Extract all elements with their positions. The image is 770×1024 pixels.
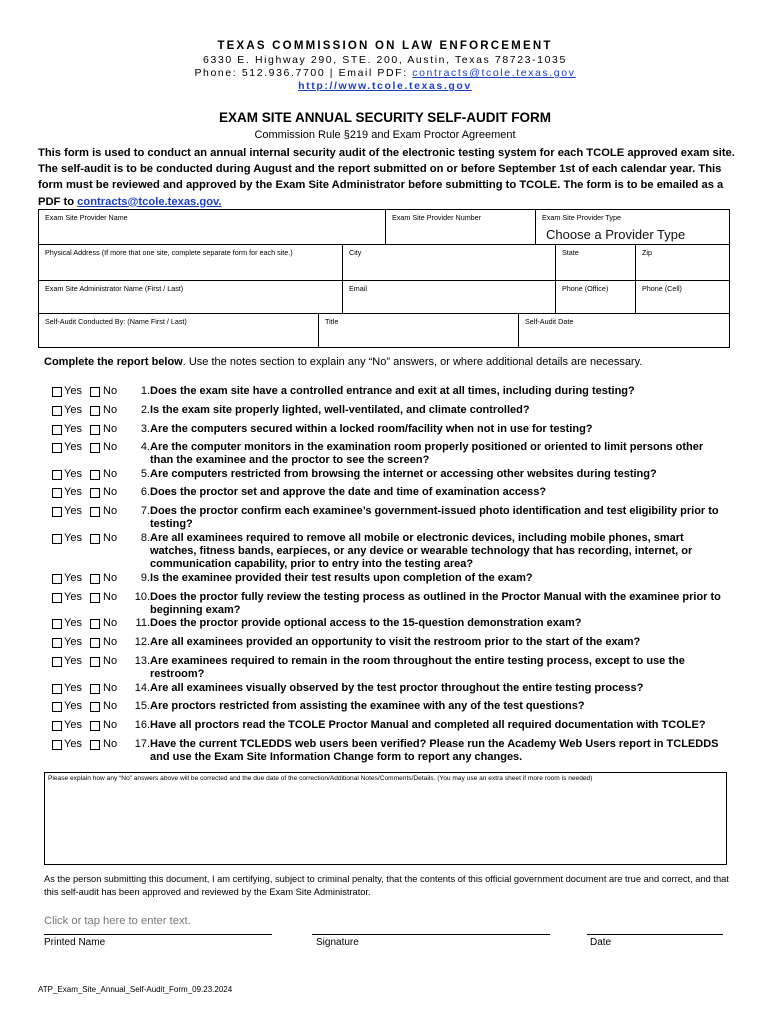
yes-label: Yes xyxy=(64,404,82,416)
question-number: 1. xyxy=(140,385,150,397)
yes-label: Yes xyxy=(64,636,82,648)
no-label: No xyxy=(103,591,118,603)
question-number: 16. xyxy=(134,719,150,731)
no-checkbox[interactable] xyxy=(90,657,100,667)
no-checkbox[interactable] xyxy=(90,574,100,584)
no-label: No xyxy=(103,404,118,416)
question-number: 15. xyxy=(134,700,150,712)
question-number: 10. xyxy=(134,591,150,603)
question-text: Are proctors restricted from assisting the examinee with any of the test questions? xyxy=(150,700,585,712)
website-link-row xyxy=(0,80,770,92)
question-text: Does the exam site have a controlled entrance and exit at all times, including during testing? xyxy=(150,385,635,397)
question-number: 12. xyxy=(134,636,150,648)
yes-label: Yes xyxy=(64,468,82,480)
yes-label: Yes xyxy=(64,738,82,750)
question-number: 9. xyxy=(140,572,150,584)
no-checkbox[interactable] xyxy=(90,443,100,453)
yes-checkbox[interactable] xyxy=(52,387,62,397)
yes-checkbox[interactable] xyxy=(52,740,62,750)
yes-label: Yes xyxy=(64,441,82,453)
question-number: 17. xyxy=(134,738,150,750)
phone-cell-field[interactable] xyxy=(636,281,729,314)
form-subtitle: Commission Rule §219 and Exam Proctor Agreement xyxy=(254,129,516,141)
state-field[interactable] xyxy=(556,245,636,281)
instructions xyxy=(44,356,642,368)
zip-field[interactable] xyxy=(636,245,729,281)
no-label: No xyxy=(103,700,118,712)
yes-checkbox[interactable] xyxy=(52,657,62,667)
notes-label: Please explain how any “No” answers above will be corrected and the due date of the correction/Additional Notes/Comments/Details. (You may use an extra sheet if more room is needed) xyxy=(48,775,593,782)
city-label: City xyxy=(349,248,362,257)
yes-checkbox[interactable] xyxy=(52,638,62,648)
question-number: 4. xyxy=(140,441,150,453)
no-label: No xyxy=(103,486,118,498)
question-number: 7. xyxy=(140,505,150,517)
printed-name-label: Printed Name xyxy=(44,937,106,948)
email-field[interactable] xyxy=(343,281,556,314)
no-label: No xyxy=(103,505,118,517)
yes-label: Yes xyxy=(64,719,82,731)
question-number: 13. xyxy=(134,655,150,667)
yes-label: Yes xyxy=(64,682,82,694)
audit-date-label: Self-Audit Date xyxy=(525,317,574,326)
date-label: Date xyxy=(590,937,612,948)
no-checkbox[interactable] xyxy=(90,721,100,731)
question-text: Have all proctors read the TCOLE Proctor Manual and completed all required documentation with TCOLE? xyxy=(150,719,706,731)
phone-cell-label: Phone (Cell) xyxy=(642,284,682,293)
question-number: 6. xyxy=(140,486,150,498)
signature-line xyxy=(312,934,550,935)
yes-label: Yes xyxy=(64,486,82,498)
intro-email-link[interactable]: contracts@tcole.texas.gov. xyxy=(77,195,222,208)
instructions-rest: . Use the notes section to explain any “No” answers, or where additional details are necessary. xyxy=(182,356,643,368)
yes-checkbox[interactable] xyxy=(52,619,62,629)
question-number: 11. xyxy=(135,617,150,629)
question-number: 3. xyxy=(140,423,150,435)
yes-label: Yes xyxy=(64,700,82,712)
yes-checkbox[interactable] xyxy=(52,534,62,544)
intro-text: This form is used to conduct an annual internal security audit of the electronic testing system for each TCOLE approved exam site. The self-audit is to be conducted during August and the report submitted on or before September 1st of each calendar year. This form must be reviewed and approved by the Exam Site Administrator before submitting to TCOLE. The form is to be emailed as a PDF to xyxy=(38,147,735,208)
no-label: No xyxy=(103,655,118,667)
question-text: Are the computers secured within a locked room/facility when not in use for testing? xyxy=(150,423,593,435)
no-checkbox[interactable] xyxy=(90,593,100,603)
yes-label: Yes xyxy=(64,572,82,584)
yes-label: Yes xyxy=(64,655,82,667)
no-label: No xyxy=(103,572,118,584)
provider-number-label: Exam Site Provider Number xyxy=(392,213,482,222)
question-number: 8. xyxy=(140,532,150,544)
no-label: No xyxy=(103,682,118,694)
conducted-by-field[interactable] xyxy=(39,314,319,347)
yes-label: Yes xyxy=(64,385,82,397)
provider-type-dropdown[interactable]: Choose a Provider Type xyxy=(546,227,686,242)
no-checkbox[interactable] xyxy=(90,406,100,416)
yes-checkbox[interactable] xyxy=(52,684,62,694)
yes-checkbox[interactable] xyxy=(52,702,62,712)
org-address: 6330 E. Highway 290, STE. 200, Austin, Texas 78723-1035 xyxy=(203,54,567,66)
zip-label: Zip xyxy=(642,248,652,257)
yes-checkbox[interactable] xyxy=(52,425,62,435)
no-label: No xyxy=(103,532,118,544)
email-label: Email xyxy=(349,284,367,293)
notes-box[interactable] xyxy=(44,772,727,865)
no-checkbox[interactable] xyxy=(90,684,100,694)
yes-label: Yes xyxy=(64,591,82,603)
provider-type-field[interactable] xyxy=(536,210,729,245)
no-label: No xyxy=(103,636,118,648)
no-label: No xyxy=(103,468,118,480)
no-checkbox[interactable] xyxy=(90,534,100,544)
provider-name-label: Exam Site Provider Name xyxy=(45,213,128,222)
printed-name-input[interactable]: Click or tap here to enter text. xyxy=(44,915,191,927)
certification-text: As the person submitting this document, I am certifying, subject to criminal penalty, that the contents of this official government document are true and correct, and that this self-audit has been approved and reviewed by the Exam Site Administrator. xyxy=(44,874,729,897)
question-text: Are all examinees provided an opportunity to visit the restroom prior to the start of the exam? xyxy=(150,636,641,648)
question-text: Is the examinee provided their test results upon completion of the exam? xyxy=(150,572,533,584)
date-line xyxy=(587,934,723,935)
no-label: No xyxy=(103,617,118,629)
no-label: No xyxy=(103,423,118,435)
yes-label: Yes xyxy=(64,423,82,435)
phone-office-field[interactable] xyxy=(556,281,636,314)
provider-number-field[interactable] xyxy=(386,210,536,245)
question-text: Does the proctor confirm each examinee’s government-issued photo identification and test eligibility prior to testing? xyxy=(150,505,719,530)
no-checkbox[interactable] xyxy=(90,387,100,397)
signature-label: Signature xyxy=(316,937,359,948)
question-number: 14. xyxy=(134,682,150,694)
yes-checkbox[interactable] xyxy=(52,488,62,498)
question-text: Are computers restricted from browsing the internet or accessing other websites during testing? xyxy=(150,468,657,480)
no-checkbox[interactable] xyxy=(90,425,100,435)
question-text: Have the current TCLEDDS web users been verified? Please run the Academy Web Users report in TCLEDDS and use the Exam Site Information Change form to report any changes. xyxy=(150,738,719,763)
website-link[interactable]: http://www.tcole.texas.gov xyxy=(298,80,472,92)
yes-label: Yes xyxy=(64,505,82,517)
yes-label: Yes xyxy=(64,617,82,629)
question-text: Are all examinees required to remove all mobile or electronic devices, including mobile phones, smart watches, fitness bands, earpieces, or any device or wearable technology that has recording, internet, or communication capability, prior to entry into the testing area? xyxy=(150,532,693,570)
question-text: Are the computer monitors in the examination room properly positioned or oriented to limit persons other than the examinee and the proctor to see the screen? xyxy=(150,441,704,466)
question-text: Are all examinees visually observed by the test proctor throughout the entire testing process? xyxy=(150,682,644,694)
admin-name-label: Exam Site Administrator Name (First / Last) xyxy=(45,284,184,293)
state-label: State xyxy=(562,248,579,257)
org-contact xyxy=(0,67,770,79)
city-field[interactable] xyxy=(343,245,556,281)
provider-info-grid xyxy=(38,209,730,348)
provider-type-label: Exam Site Provider Type xyxy=(542,213,621,222)
no-checkbox[interactable] xyxy=(90,702,100,712)
no-checkbox[interactable] xyxy=(90,470,100,480)
form-title: EXAM SITE ANNUAL SECURITY SELF-AUDIT FORM xyxy=(218,110,551,125)
question-text: Is the exam site properly lighted, well-ventilated, and climate controlled? xyxy=(150,404,530,416)
question-number: 5. xyxy=(140,468,150,480)
question-text: Does the proctor provide optional access to the 15-question demonstration exam? xyxy=(150,617,582,629)
yes-checkbox[interactable] xyxy=(52,406,62,416)
no-checkbox[interactable] xyxy=(90,619,100,629)
no-label: No xyxy=(103,385,118,397)
yes-checkbox[interactable] xyxy=(52,721,62,731)
no-checkbox[interactable] xyxy=(90,507,100,517)
yes-checkbox[interactable] xyxy=(52,507,62,517)
phone-text: Phone: 512.936.7700 | Email PDF: xyxy=(194,67,413,79)
footer-filename: ATP_Exam_Site_Annual_Self-Audit_Form_09.23.2024 xyxy=(38,985,233,994)
no-checkbox[interactable] xyxy=(90,638,100,648)
yes-checkbox[interactable] xyxy=(52,443,62,453)
yes-checkbox[interactable] xyxy=(52,593,62,603)
audit-date-field[interactable] xyxy=(519,314,729,347)
phone-office-label: Phone (Office) xyxy=(562,284,609,293)
yes-checkbox[interactable] xyxy=(52,574,62,584)
instructions-bold: Complete the report below xyxy=(44,356,183,368)
title-field[interactable] xyxy=(319,314,519,347)
question-text: Does the proctor set and approve the date and time of examination access? xyxy=(150,486,547,498)
email-link[interactable]: contracts@tcole.texas.gov xyxy=(412,67,576,79)
title-label: Title xyxy=(325,317,339,326)
physical-address-label: Physical Address (If more that one site, complete separate form for each site.) xyxy=(45,248,293,257)
no-label: No xyxy=(103,738,118,750)
no-checkbox[interactable] xyxy=(90,740,100,750)
org-name: TEXAS COMMISSION ON LAW ENFORCEMENT xyxy=(217,40,553,52)
question-text: Does the proctor fully review the testing process as outlined in the Proctor Manual with the examinee prior to beginning exam? xyxy=(150,591,721,616)
admin-name-field[interactable] xyxy=(39,281,343,314)
no-label: No xyxy=(103,719,118,731)
question-text: Are examinees required to remain in the room throughout the entire testing process, except to use the restroom? xyxy=(150,655,685,680)
physical-address-field[interactable] xyxy=(39,245,343,281)
no-label: No xyxy=(103,441,118,453)
provider-name-field[interactable] xyxy=(39,210,386,245)
yes-label: Yes xyxy=(64,532,82,544)
yes-checkbox[interactable] xyxy=(52,470,62,480)
no-checkbox[interactable] xyxy=(90,488,100,498)
intro-paragraph xyxy=(38,145,738,210)
printed-name-line xyxy=(44,934,272,935)
question-number: 2. xyxy=(140,404,150,416)
conducted-by-label: Self-Audit Conducted By: (Name First / Last) xyxy=(45,317,187,326)
